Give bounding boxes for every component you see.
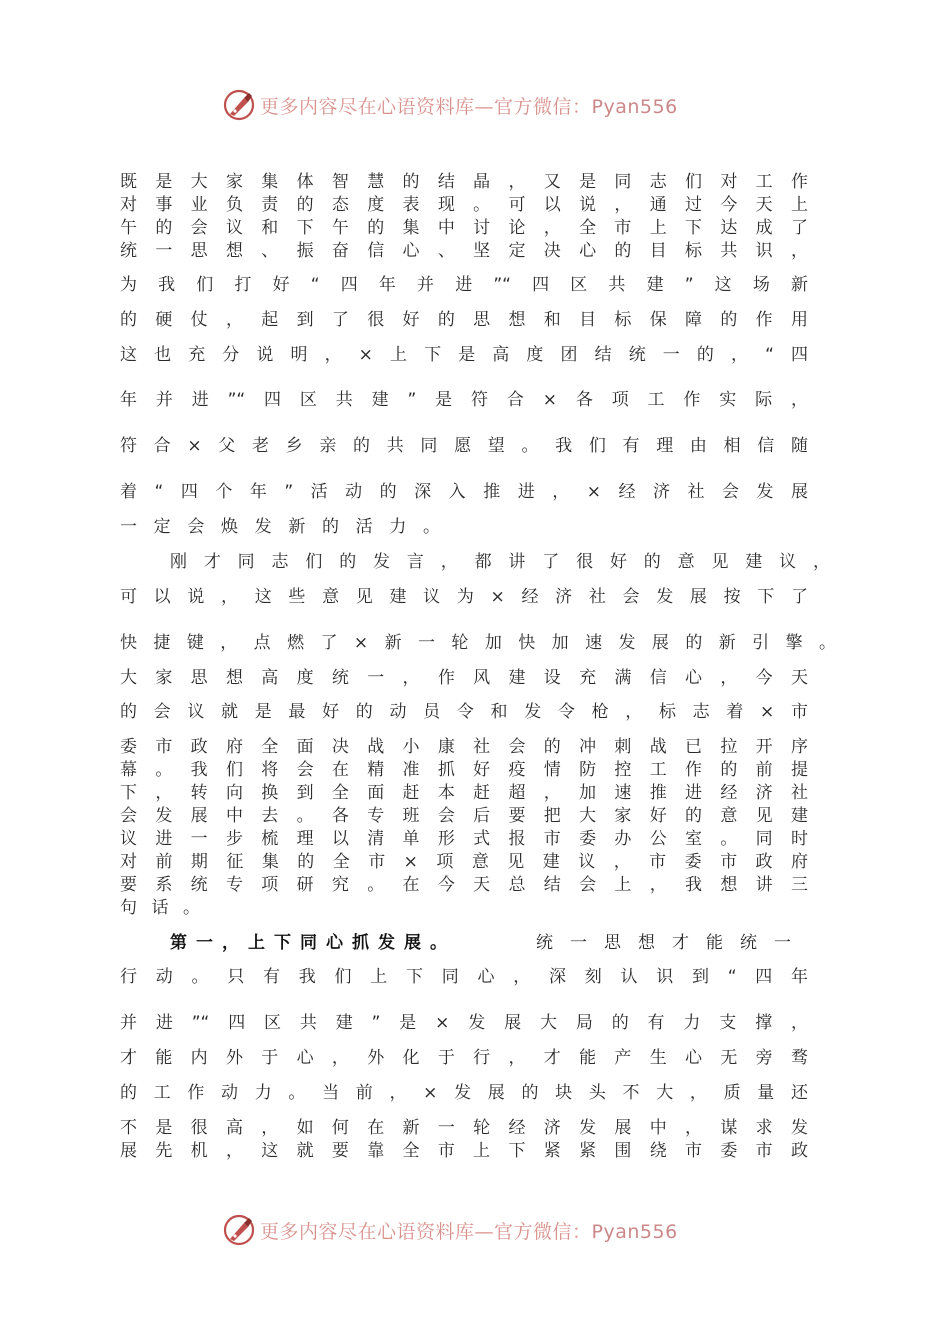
text-line: 大家思想高度统一，作风建设充满信心，今天 [120, 668, 808, 688]
text-line: 行动。只有我们上下同心，深刻认识到“四年 [120, 967, 808, 987]
watermark-text: 更多内容尽在心语资料库—官方微信：Pyan556 [260, 95, 678, 118]
text-line: 才能内外于心，外化于行，才能产生心无旁骛 [120, 1048, 808, 1068]
text-line: 不是很高，如何在新一轮经济发展中，谋求发 [120, 1118, 808, 1138]
text-line: 要系统专项研究。在今天总结会上，我想讲三 [120, 875, 808, 895]
text-line: 快捷键，点燃了×新一轮加快加速发展的新引擎。 [120, 633, 836, 653]
text-line: 并进”“四区共建”是×发展大局的有力支撑， [120, 1013, 808, 1033]
text-line: 议进一步梳理以清单形式报市委办公室。同时 [120, 829, 808, 849]
text-line: 既是大家集体智慧的结晶，又是同志们对工作 [120, 172, 808, 192]
text-line: 刚才同志们的发言，都讲了很好的意见建议， [170, 552, 830, 572]
text-line: 展先机，这就要靠全市上下紧紧围绕市委市政 [120, 1141, 808, 1161]
text-line: 下，转向换到全面赶本赶超，加速推进经济社 [120, 783, 808, 803]
text-line: 午的会议和下午的集中讨论，全市上下达成了 [120, 218, 808, 238]
text-line: 委市政府全面决战小康社会的冲刺战已拉开序 [120, 737, 808, 757]
text-line: 对事业负责的态度表现。可以说，通过今天上 [120, 195, 808, 215]
text-line: 为我们打好“四年并进”“四区共建”这场新 [120, 275, 808, 295]
text-line: 句话。 [120, 898, 200, 918]
pen-nib-logo-icon [222, 1213, 256, 1247]
text-line: 对前期征集的全市×项意见建议，市委市政府 [120, 852, 808, 872]
text-line: 可以说，这些意见建议为×经济社会发展按下了 [120, 587, 808, 607]
text-line: 会发展中去。各专班会后要把大家好的意见建 [120, 806, 808, 826]
section-heading-line [170, 932, 808, 954]
section-lead-rest: 统一思想才能统一 [536, 933, 808, 953]
text-line: 的会议就是最好的动员令和发令枪，标志着×市 [120, 702, 808, 722]
text-line: 年并进”“四区共建”是符合×各项工作实际， [120, 390, 808, 410]
text-line: 一定会焕发新的活力。 [120, 517, 440, 537]
text-line: 幕。我们将会在精准抓好疫情防控工作的前提 [120, 760, 808, 780]
text-line: 统一思想、振奋信心、坚定决心的目标共识， [120, 241, 808, 261]
watermark-text: 更多内容尽在心语资料库—官方微信：Pyan556 [260, 1220, 678, 1243]
watermark-footer [0, 1213, 950, 1247]
text-line: 符合×父老乡亲的共同愿望。我们有理由相信随 [120, 436, 808, 456]
text-line: 着“四个年”活动的深入推进，×经济社会发展 [120, 482, 808, 502]
text-line: 的工作动力。当前，×发展的块头不大，质量还 [120, 1083, 808, 1103]
text-line: 的硬仗，起到了很好的思想和目标保障的作用 [120, 310, 808, 330]
section-lead-bold: 第一，上下同心抓发展。 [170, 933, 456, 953]
text-line: 这也充分说明，×上下是高度团结统一的，“四 [120, 345, 808, 365]
